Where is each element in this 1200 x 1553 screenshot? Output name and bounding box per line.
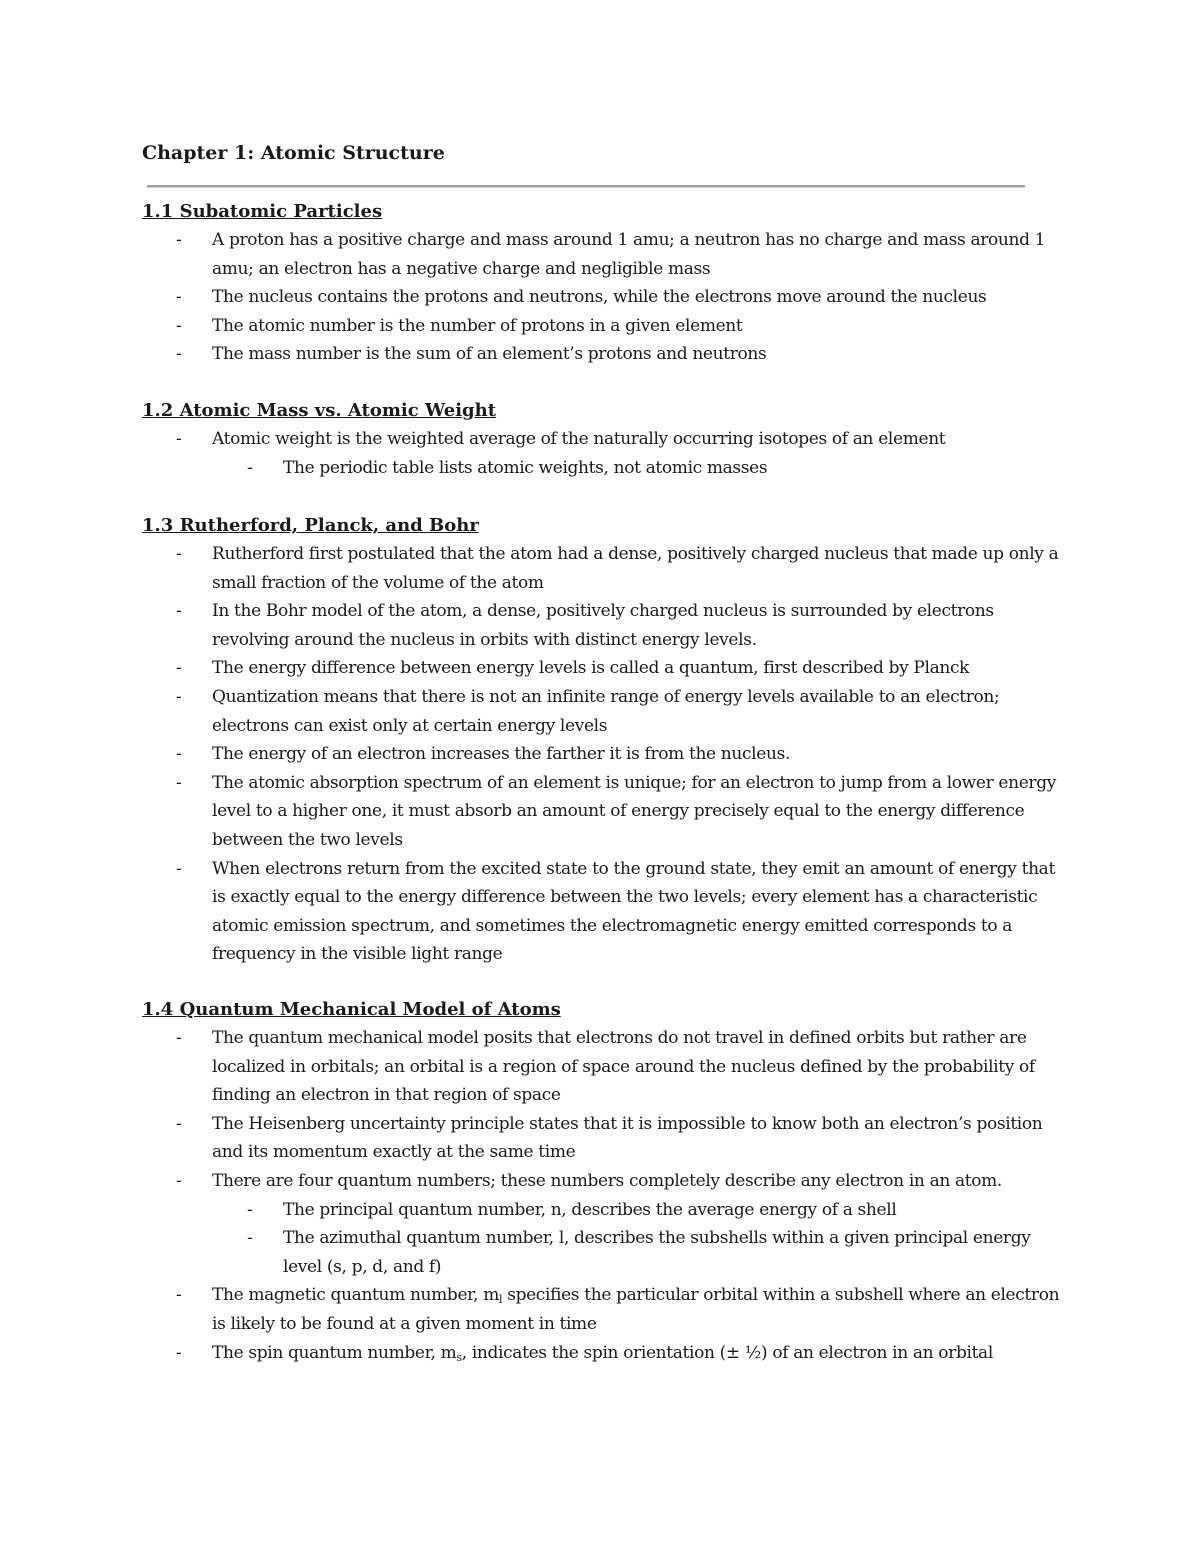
bullet-dash: - (247, 457, 253, 478)
subscript-l: l (498, 1293, 503, 1307)
list-item: - The energy of an electron increases the farther it is from the nucleus. (142, 740, 1072, 769)
bullet-dash: - (176, 287, 182, 308)
list-item: - Quantization means that there is not an infinite range of energy levels available to an electron; electrons can exist only at certain energy levels (142, 683, 1072, 740)
bullet-dash: - (176, 315, 182, 336)
bullet-dash: - (176, 230, 182, 250)
bullet-list (142, 540, 1072, 969)
section-heading: 1.4 Quantum Mechanical Model of Atoms (142, 999, 561, 1020)
bullet-dash: - (176, 544, 182, 564)
sub-list-item: - The azimuthal quantum number, l, describes the subshells within a given principal energy level (s, p, d, and f) (142, 1224, 1072, 1281)
sub-list-item: - The principal quantum number, n, describes the average energy of a shell (142, 1196, 1072, 1225)
bullet-dash: - (176, 1342, 182, 1363)
list-item: - Atomic weight is the weighted average of the naturally occurring isotopes of an element (142, 425, 1072, 454)
bullet-dash: - (176, 1285, 182, 1306)
section-atomic-mass-vs-weight (142, 397, 1072, 482)
chapter-title: Chapter 1: Atomic Structure (142, 142, 445, 164)
section-quantum-mechanical-model (142, 996, 1072, 1367)
list-item: - A proton has a positive charge and mass around 1 amu; a neutron has no charge and mass around 1 amu; an electron has a negative charge and negligible mass (142, 226, 1072, 283)
list-item: - In the Bohr model of the atom, a dense, positively charged nucleus is surrounded by electrons revolving around the nucleus in orbits with distinct energy levels. (142, 597, 1072, 654)
section-rutherford-planck-bohr (142, 512, 1072, 969)
sub-list-item: - The periodic table lists atomic weights, not atomic masses (142, 454, 1072, 483)
section-heading: 1.2 Atomic Mass vs. Atomic Weight (142, 400, 497, 421)
horizontal-divider (147, 185, 1025, 188)
list-item: - When electrons return from the excited state to the ground state, they emit an amount of energy that is exactly equal to the energy difference between the two levels; every element has a characteristic atomic emission spectrum, and sometimes the electromagnetic energy emitted corresponds to a frequency in the visible light range (142, 855, 1072, 969)
list-item: - The spin quantum number, $m_s$, indicates the spin orientation (± ½) of an electron in an orbital (142, 1339, 1072, 1368)
bullet-dash: - (176, 658, 182, 679)
bullet-dash: - (176, 744, 182, 765)
list-item: - The quantum mechanical model posits that electrons do not travel in defined orbits but rather are localized in orbitals; an orbital is a region of space around the nucleus defined by the probability of finding an electron in that region of space (142, 1024, 1072, 1110)
bullet-dash: - (176, 601, 182, 622)
bullet-dash: - (176, 772, 182, 793)
bullet-dash: - (176, 1028, 182, 1048)
list-item: - The energy difference between energy levels is called a quantum, first described by Planck (142, 654, 1072, 683)
list-item: - The atomic number is the number of protons in a given element (142, 312, 1072, 341)
section-subatomic-particles (142, 198, 1072, 369)
subscript-s: s (456, 1350, 462, 1364)
bullet-dash: - (176, 686, 182, 707)
bullet-dash: - (176, 429, 182, 449)
bullet-dash: - (176, 1170, 182, 1191)
list-item: - The atomic absorption spectrum of an element is unique; for an electron to jump from a lower energy level to a higher one, it must absorb an amount of energy precisely equal to the energy difference between the two levels (142, 769, 1072, 855)
bullet-list (142, 226, 1072, 369)
section-heading: 1.1 Subatomic Particles (142, 201, 383, 222)
list-item: - The magnetic quantum number, $m_l$ specifies the particular orbital within a subshell where an electron is likely to be found at a given moment in time (142, 1281, 1072, 1338)
bullet-dash: - (176, 1113, 182, 1134)
bullet-dash: - (176, 858, 182, 879)
bullet-dash: - (247, 1199, 253, 1220)
list-item: - There are four quantum numbers; these numbers completely describe any electron in an atom. (142, 1167, 1072, 1196)
bullet-dash: - (247, 1228, 253, 1249)
bullet-dash: - (176, 344, 182, 365)
list-item: - Rutherford first postulated that the atom had a dense, positively charged nucleus that made up only a small fraction of the volume of the atom (142, 540, 1072, 597)
bullet-list (142, 425, 1072, 482)
bullet-list (142, 1024, 1072, 1367)
list-item: - The mass number is the sum of an element’s protons and neutrons (142, 340, 1072, 369)
list-item: - The nucleus contains the protons and neutrons, while the electrons move around the nucleus (142, 283, 1072, 312)
section-heading: 1.3 Rutherford, Planck, and Bohr (142, 515, 479, 536)
list-item: - The Heisenberg uncertainty principle states that it is impossible to know both an electron’s position and its momentum exactly at the same time (142, 1110, 1072, 1167)
